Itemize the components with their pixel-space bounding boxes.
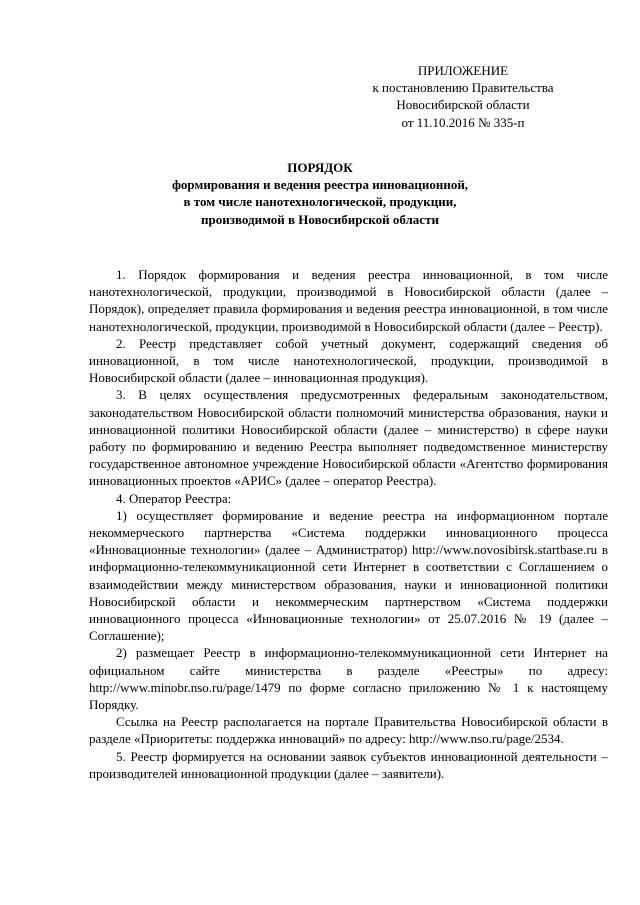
paragraph-5: 5. Реестр формируется на основании заявок субъектов инновационной деятельности – производителей инновационной продукции (далее – заявители). (89, 748, 608, 781)
paragraph-4-2: 2) размещает Реестр в информационно-телекоммуникационной сети Интернет на официальном сайте министерства в разделе «Реестры» по адресу: http://www.minobr.nso.ru/page/1479 по форме согласно приложению № 1 к настоящему Порядку. (89, 645, 608, 713)
appendix-heading: ПРИЛОЖЕНИЕ (417, 63, 509, 78)
paragraph-4-1: 1) осуществляет формирование и ведение реестра на информационном портале некоммерческого партнерства «Система поддержки инновационного процесса «Инновационные технологии» (далее – Администратор) http://www.novosibirsk.startbase.ru в информационно-телекоммуникационной сети Интернет в соответствии с Соглашением о взаимодействии между министерством образования, науки и инновационной политики Новосибирской области и некоммерческим партнерством «Система поддержки инновационного процесса «Инновационные технологии» от 25.07.2016 № 19 (далее – Соглашение); (89, 507, 608, 644)
document-body (89, 266, 608, 782)
paragraph-4: 4. Оператор Реестра: (116, 490, 232, 506)
paragraph-3: 3. В целях осуществления предусмотренных федеральным законодательством, законодательством Новосибирской области полномочий министерства образования, науки и инновационной политики Новосибирской области (далее – министерство) в сфере науки работу по формированию и ведению Реестра выполняет подведомственное министерству государственное автономное учреждение Новосибирской области «Агентство формирования инновационных проектов «АРИС» (далее – оператор Реестра). (89, 387, 608, 489)
appendix-date-number-line: от 11.10.2016 № 335-п (401, 114, 525, 130)
document-title (0, 159, 640, 228)
title-line-1: ПОРЯДОК (287, 160, 353, 175)
paragraph-1: 1. Порядок формирования и ведения реестра инновационной, в том числе нанотехнологической, продукции, производимой в Новосибирской области (далее – Порядок), определяет правила формирования и ведения реестра инновационной, в том числе нанотехнологической, продукции, производимой в Новосибирской области (далее – Реестр). (89, 267, 608, 334)
appendix-block (343, 62, 583, 131)
paragraph-2: 2. Реестр представляет собой учетный документ, содержащий сведения об инновационной, в том числе нанотехнологической, продукции, производимой в Новосибирской области (далее – инновационная продукция). (89, 335, 608, 386)
title-line-4: производимой в Новосибирской области (201, 211, 439, 227)
paragraph-link-note: Ссылка на Реестр располагается на портале Правительства Новосибирской области в разделе «Приоритеты: поддержка инноваций» по адресу: http://www.nso.ru/page/2534. (89, 714, 608, 747)
appendix-resolution-line: к постановлению Правительства (372, 80, 554, 96)
appendix-region-line: Новосибирской области (396, 97, 530, 113)
title-line-3: в том числе нанотехнологической, продукции, (183, 194, 457, 210)
title-line-2: формирования и ведения реестра инновационной, (171, 177, 469, 193)
